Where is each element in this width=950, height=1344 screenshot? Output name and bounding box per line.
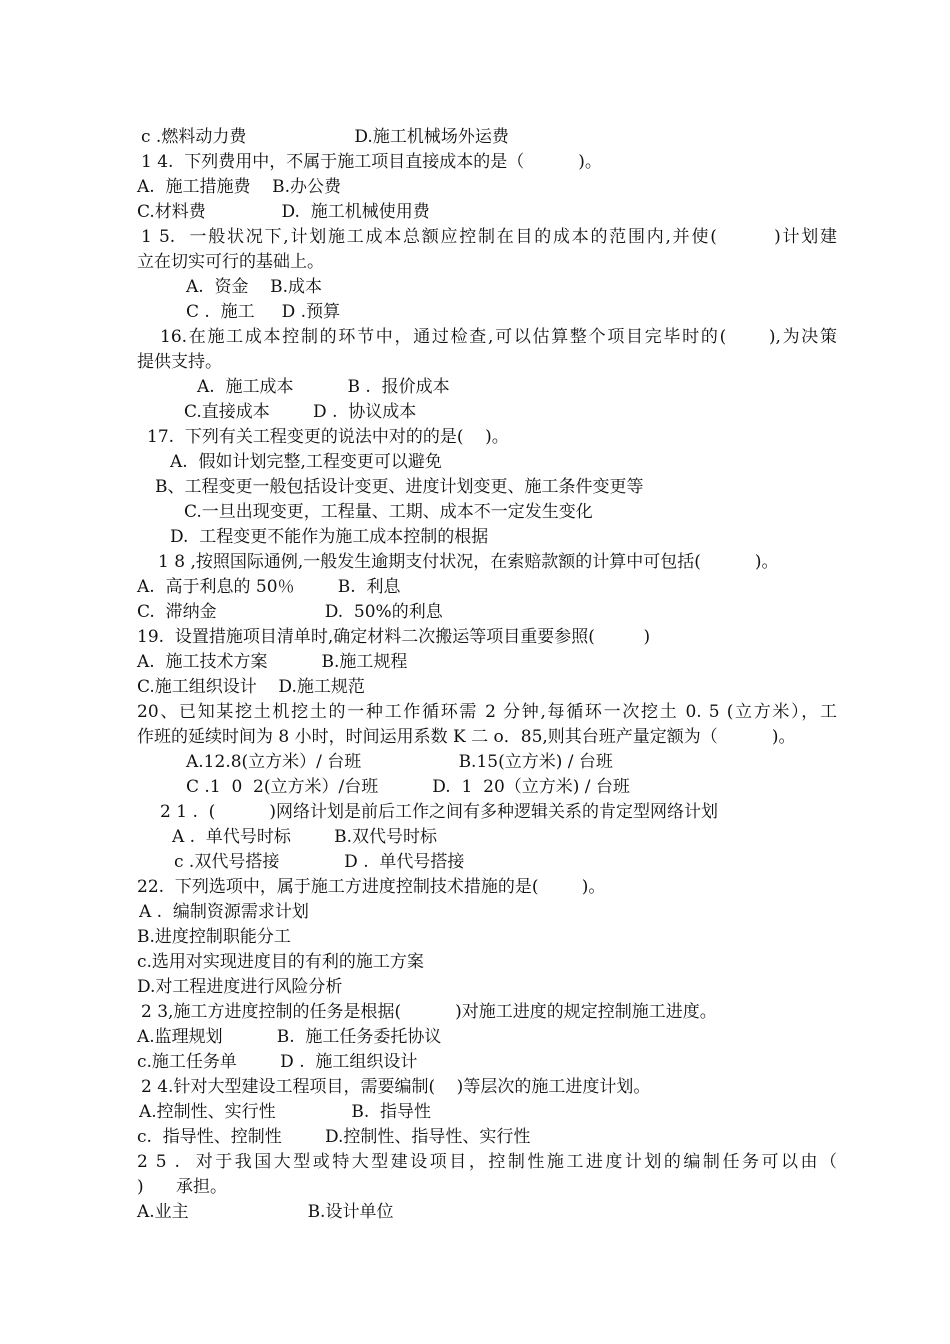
text-line: 2 5 . 对于我国大型或特大型建设项目，控制性施工进度计划的编制任务可以由（ [137,1152,837,1172]
text-line: C.直接成本 D . 协议成本 [184,402,417,422]
text-line: 16.在施工成本控制的环节中，通过检查,可以估算整个项目完毕时的( ),为决策 [160,327,837,347]
text-line: 1 5. 一般状况下,计划施工成本总额应控制在目的成本的范围内,并使( )计划建 [141,227,837,247]
text-line: A.监理规划 B. 施工任务委托协议 [137,1027,442,1047]
text-line: B.进度控制职能分工 [137,927,291,947]
text-line: A. 高于利息的 50％ B. 利息 [137,577,401,597]
text-line: c.施工任务单 D . 施工组织设计 [137,1052,418,1072]
text-line: C.施工组织设计 D.施工规范 [137,677,365,697]
text-line: A. 假如计划完整,工程变更可以避免 [170,452,442,472]
text-line: 1 4. 下列费用中，不属于施工项目直接成本的是（ )。 [141,152,602,172]
text-line: B、工程变更一般包括设计变更、进度计划变更、施工条件变更等 [155,477,644,497]
text-line: 立在切实可行的基础上。 [137,252,324,272]
text-line: c. 指导性、控制性 D.控制性、指导性、实行性 [137,1127,531,1147]
text-line: D.对工程进度进行风险分析 [137,977,343,997]
text-line: 1 8 ,按照国际通例,一般发生逾期支付状况，在索赔款额的计算中可包括( )。 [158,552,779,572]
text-line: D. 工程变更不能作为施工成本控制的根据 [170,527,489,547]
text-line: 22. 下列选项中，属于施工方进度控制技术措施的是( )。 [137,877,606,897]
text-line: 2 4.针对大型建设工程项目，需要编制( )等层次的施工进度计划。 [141,1077,651,1097]
text-line: C .1 0 2(立方米）/台班 D. 1 20（立方米) / 台班 [186,777,630,797]
text-line: ) 承担。 [137,1177,228,1197]
text-line: C.一旦出现变更，工程量、工期、成本不一定发生变化 [184,502,593,522]
text-line: A.业主 B.设计单位 [137,1202,394,1222]
text-line: A. 资金 B.成本 [186,277,322,297]
text-line: A.控制性、实行性 B. 指导性 [139,1102,432,1122]
text-line: A. 施工成本 B . 报价成本 [197,377,450,397]
text-line: 提供支持。 [137,352,222,372]
text-line: A . 编制资源需求计划 [139,902,309,922]
text-line: A.12.8(立方米）/ 台班 B.15(立方米) / 台班 [186,752,613,772]
text-line: C . 施工 D .预算 [186,302,341,322]
text-line: C. 滞纳金 D. 50%的利息 [137,602,443,622]
text-line: A. 施工技术方案 B.施工规程 [137,652,408,672]
text-line: c .双代号搭接 D . 单代号搭接 [174,852,465,872]
text-line: 2 1 . ( )网络计划是前后工作之间有多种逻辑关系的肯定型网络计划 [160,802,718,822]
text-line: 19. 设置措施项目清单时,确定材料二次搬运等项目重要参照( ) [137,627,651,647]
text-line: 作班的延续时间为 8 小时，时间运用系数 K 二 o．85,则其台班产量定额为（ )。 [137,727,796,747]
text-line: c.选用对实现进度目的有利的施工方案 [137,952,424,972]
text-line: 2 3,施工方进度控制的任务是根据( )对施工进度的规定控制施工进度。 [141,1002,717,1022]
text-line: A. 施工措施费 B.办公费 [137,177,341,197]
text-line: 17. 下列有关工程变更的说法中对的的是( )。 [147,427,509,447]
text-line: c .燃料动力费 D.施工机械场外运费 [141,127,509,147]
text-line: C.材料费 D. 施工机械使用费 [137,202,430,222]
text-line: A . 单代号时标 B.双代号时标 [172,827,438,847]
text-line: 20、已知某挖土机挖土的一种工作循环需 2 分钟,每循环一次挖土 0. 5 (立方米），工 [137,702,837,722]
